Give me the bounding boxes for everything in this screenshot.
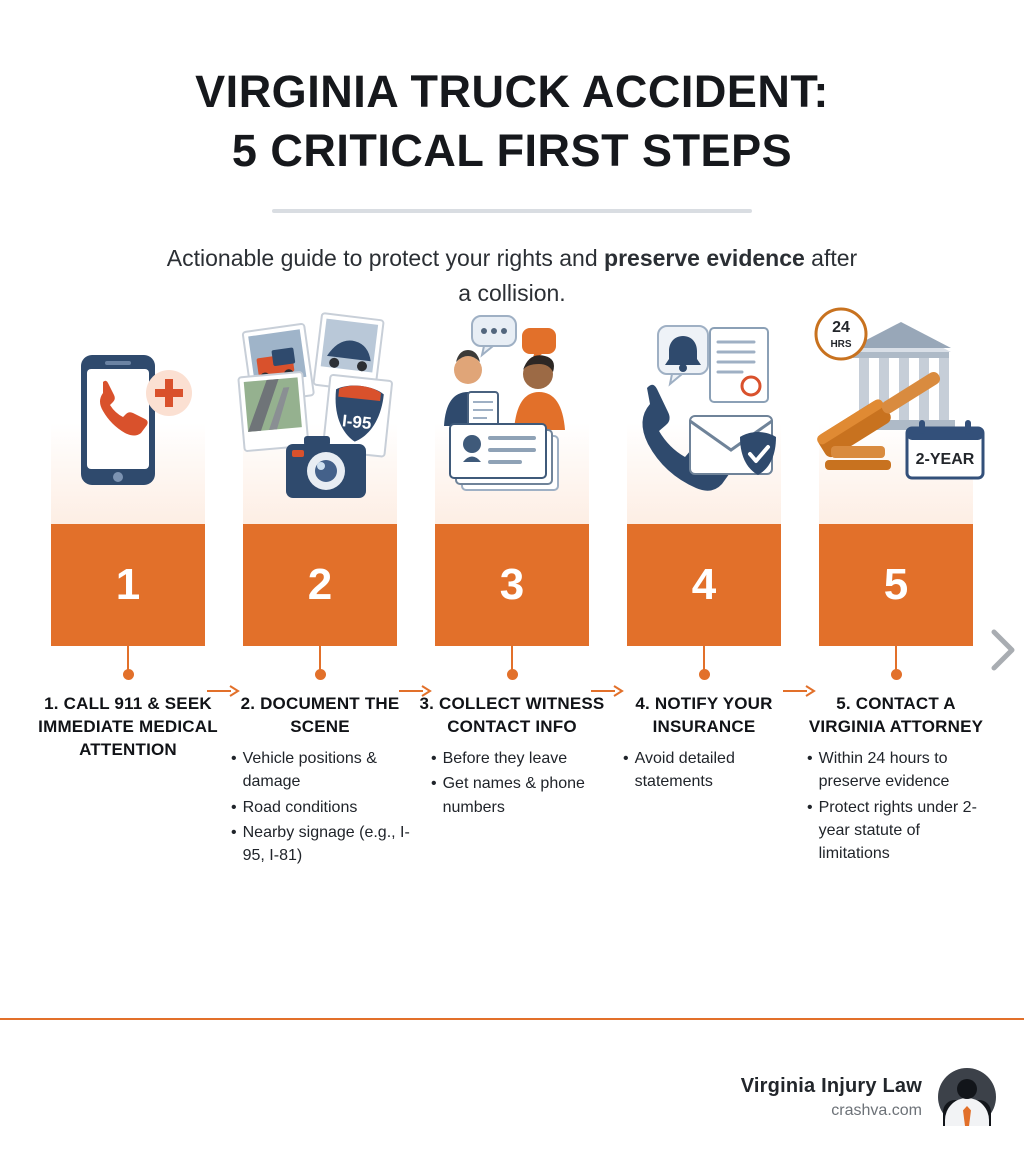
step-4: [608, 356, 800, 796]
step-4-stem: [703, 646, 705, 670]
step-5-number: 5: [883, 560, 909, 610]
step-2-card: [243, 356, 397, 646]
step-2-number: 2: [307, 560, 333, 610]
steps-row: [22, 319, 1002, 869]
step-3-dot: [507, 669, 518, 680]
step-2-bullets: [225, 747, 415, 867]
step-5-dot: [891, 669, 902, 680]
avatar-head: [957, 1079, 977, 1099]
brand-name: Virginia Injury Law: [740, 1074, 922, 1097]
subtitle-emphasis: preserve evidence: [604, 244, 805, 271]
step-1-number: 1: [115, 560, 141, 610]
phone-mail-shield-icon: [627, 298, 781, 528]
list-item: [807, 796, 991, 866]
step-5-stem: [895, 646, 897, 670]
step-2-dot: [315, 669, 326, 680]
bullet-dot: •: [231, 823, 237, 841]
bullet-text: Get names & phone numbers: [442, 775, 585, 816]
step-3-stem: [511, 646, 513, 670]
phone-medical-icon: [51, 298, 205, 528]
step-3-bullets: [417, 747, 607, 819]
step-2-text: [225, 692, 415, 869]
step-5-heading: 5. CONTACT A VIRGINIA ATTORNEY: [808, 694, 984, 737]
step-3-number: 3: [499, 560, 525, 610]
step-5-number-block: [819, 524, 973, 646]
step-3: [416, 356, 608, 821]
step-1-stem: [127, 646, 129, 670]
step-5: [800, 319, 992, 867]
bullet-dot: •: [431, 750, 437, 768]
bullet-text: Before they leave: [442, 750, 568, 768]
list-item: [623, 747, 799, 793]
footer: [741, 1068, 996, 1126]
step-5-text: [801, 692, 991, 867]
step-1: [32, 356, 224, 761]
step-4-card: [627, 356, 781, 646]
list-item: [231, 747, 415, 793]
step-2: [224, 356, 416, 869]
subtitle-part-1: Actionable guide to protect your rights and: [166, 244, 605, 271]
step-4-bullets: [609, 747, 799, 793]
bullet-dot: •: [231, 750, 237, 768]
bullet-text: Road conditions: [242, 798, 358, 816]
subtitle-part-2: after a collision.: [458, 244, 858, 307]
bullet-dot: •: [623, 750, 629, 768]
bullet-dot: •: [231, 798, 237, 816]
bullet-text: Avoid detailed statements: [634, 750, 735, 791]
list-item: [231, 821, 415, 867]
page-title: [72, 62, 952, 181]
step-1-text: [33, 692, 223, 761]
step-3-card: [435, 356, 589, 646]
badge-24: 24: [832, 319, 850, 337]
list-item: [231, 796, 415, 819]
bullet-text: Vehicle positions & damage: [242, 750, 377, 791]
title-divider: [272, 209, 752, 213]
step-5-bullets: [801, 747, 991, 865]
list-item: [431, 747, 607, 770]
step-1-number-block: [51, 524, 205, 646]
bullet-dot: •: [807, 750, 813, 768]
step-3-text: [417, 692, 607, 821]
badge-hrs: HRS: [830, 339, 852, 351]
bullet-text: Protect rights under 2-year statute of limitations: [818, 798, 977, 863]
chevron-right-icon: [988, 628, 1018, 677]
site-url: crashva.com: [831, 1101, 922, 1119]
bullet-dot: •: [431, 775, 437, 793]
header: [0, 0, 1024, 312]
avatar: [938, 1068, 996, 1126]
step-1-dot: [123, 669, 134, 680]
witness-cards-icon: [435, 298, 589, 528]
step-2-number-block: [243, 524, 397, 646]
page-title-line-2: 5 CRITICAL FIRST STEPS: [231, 125, 793, 177]
footer-divider: [0, 1018, 1024, 1020]
bullet-text: Nearby signage (e.g., I-95, I-81): [242, 823, 410, 865]
step-4-text: [609, 692, 799, 796]
step-3-heading: 3. COLLECT WITNESS CONTACT INFO: [419, 694, 605, 737]
bullet-dot: •: [807, 798, 813, 816]
step-1-heading: 1. CALL 911 & SEEK IMMEDIATE MEDICAL ATTENTION: [38, 694, 218, 760]
interstate-sign-label: I-95: [341, 411, 373, 434]
step-2-heading: 2. DOCUMENT THE SCENE: [240, 694, 400, 737]
list-item: [431, 772, 607, 818]
step-4-heading: 4. NOTIFY YOUR INSURANCE: [635, 694, 773, 737]
page-title-line-1: VIRGINIA TRUCK ACCIDENT:: [195, 66, 829, 117]
step-5-card: [819, 319, 975, 646]
step-2-stem: [319, 646, 321, 670]
list-item: [807, 747, 991, 793]
step-3-number-block: [435, 524, 589, 646]
step-4-number: 4: [691, 560, 717, 610]
step-1-card: [51, 356, 205, 646]
photos-camera-icon: [243, 298, 397, 528]
footer-text: [741, 1075, 922, 1120]
badge-2-year: 2-YEAR: [915, 451, 975, 469]
step-4-dot: [699, 669, 710, 680]
bullet-text: Within 24 hours to preserve evidence: [818, 750, 950, 791]
gavel-courthouse-icon: [819, 298, 973, 528]
step-4-number-block: [627, 524, 781, 646]
